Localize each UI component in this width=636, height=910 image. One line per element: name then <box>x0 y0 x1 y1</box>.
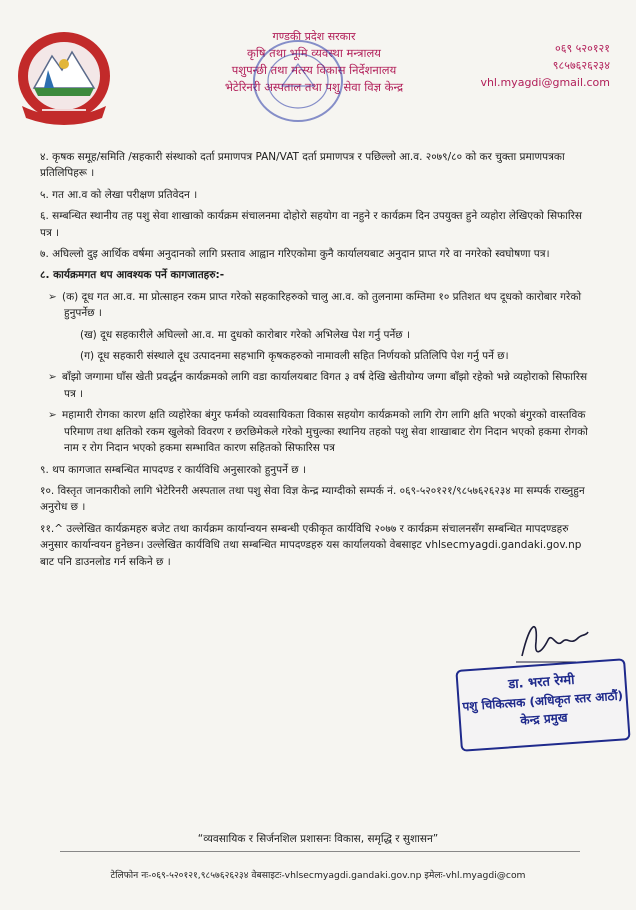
email-address: vhl.myagdi@gmail.com <box>480 76 610 89</box>
sub-item: (ग) दूध सहकारी संस्थाले दूध उत्पादनमा सहभागि कृषकहरुको नामावली सहित निर्णयको प्रतिलिपि पेश गर्नु पर्ने छ। <box>80 350 509 363</box>
signature-stamp <box>455 658 630 752</box>
footer-divider <box>60 851 580 852</box>
signatory-role: केन्द्र प्रमुख <box>519 710 569 728</box>
phone-number-mobile: ९८५७६२६२३४ <box>552 59 610 72</box>
office-stamp-seal <box>248 36 348 126</box>
list-item: ६. सम्बन्धित स्थानीय तह पशु सेवा शाखाको कार्यक्रम संचालनमा दोहोरो सहयोग वा नहुने र कार्यक्रम दिन उपयुक्त हुने व्यहोरा लेखिएको सिफारिस पत्र । <box>40 210 582 239</box>
sub-item-text: (क) दूध गत आ.व. मा प्रोत्साहन रकम प्राप्त गरेको सहकारिहरुको चालु आ.व. को तुलनामा कम्तिमा १० प्रतिशत थप दूधको कारोबार गरेको हुनुपर्नेछ । <box>62 290 582 320</box>
list-item: १०. विस्तृत जानकारीको लागि भेटेरिनरी अस्पताल तथा पशु सेवा विज्ञ केन्द्र म्याग्दीको सम्पर्क नं. ०६९-५२०१२१/९८५७६२६२३४ मा सम्पर्क राख्नुहुन अनुरोध छ । <box>40 484 585 514</box>
sub-item-text: बाँझो जग्गामा घाँस खेती प्रवर्द्धन कार्यक्रमको लागि वडा कार्यालयबाट विगत ३ वर्ष देखि खेतीयोग्य जग्गा बाँझो रहेको भन्ने व्यहोराको सिफारिस पत्र । <box>62 371 588 400</box>
office-line-ministry: कृषि तथा भूमि व्यवस्था मन्त्रालय <box>247 46 381 60</box>
signatory-name: डा. भरत रेग्मी <box>507 672 576 693</box>
phone-number-office: ०६९ ५२०१२१ <box>555 42 610 55</box>
list-item: ५. गत आ.व को लेखा परीक्षण प्रतिवेदन । <box>40 188 198 201</box>
section-heading: ८. कार्यक्रमगत थप आवश्यक पर्ने कागजातहरु:- <box>40 269 225 282</box>
sub-item <box>40 289 592 322</box>
footer-slogan: “व्यवसायिक र सिर्जनशिल प्रशासनः विकास, समृद्धि र सुशासन” <box>197 833 439 845</box>
sub-item <box>40 369 592 402</box>
nepal-emblem-logo <box>14 26 114 130</box>
list-item: ९. थप कागजात सम्बन्धित मापदण्ड र कार्यविधि अनुसारको हुनुपर्ने छ । <box>40 463 306 476</box>
sub-item <box>40 407 592 456</box>
list-item: ११.^ उल्लेखित कार्यक्रमहरु बजेट तथा कार्यक्रम कार्यान्वयन सम्बन्धी एकीकृत कार्यविधि २०७७ र कार्यक्रम संचालनसँग सम्बन्धित मापदण्डहरु अनुसार कार्यान्वयन हुनेछन। उल्लेखित कार्यविधि तथा सम्बन्धित मापदण्डहरु यस कार्यालयको वेबसाइट vhlsecmyagdi.gandaki.gov.np बाट पनि डाउनलोड गर्न सकिने छ । <box>40 522 582 568</box>
arrow-bullet-icon: ➢ <box>48 409 57 422</box>
header-contact <box>480 40 610 91</box>
office-line-government: गण्डकी प्रदेश सरकार <box>272 30 356 43</box>
footer-contact: टेलिफोन नः-०६९-५२०१२१,९८५७६२६२३४ वेबसाइटः-vhlsecmyagdi.gandaki.gov.np इमेलः-vhl.myagdi@com <box>110 870 526 881</box>
arrow-bullet-icon: ➢ <box>48 290 57 303</box>
list-item: ४. कृषक समूह/समिति /सहकारी संस्थाको दर्ता प्रमाणपत्र PAN/VAT दर्ता प्रमाणपत्र र पछिल्लो आ.व. २०७९/८० को कर चुक्ता प्रमाणपत्रका प्रतिलिपिहरू । <box>40 151 565 180</box>
sub-item: (ख) दूध सहकारीले अघिल्लो आ.व. मा दुधको कारोबार गरेको अभिलेख पेश गर्नु पर्नेछ । <box>80 328 410 341</box>
sub-item-text: महामारी रोगका कारण क्षति व्यहोरेका बंगुर फर्मको व्यवसायिकता विकास सहयोग कार्यक्रमको लागि रोग लागि क्षति भएको बंगुरको वास्तविक परिमाण तथा क्षतिको रकम खुलेको विवरण र छरछिमेकले गरेको मुचुल्का स्थानिय तहको पशु सेवा शाखाबाट रोग निदान भएको हकमा रोगको नाम र रोग निदान भएको हकमा सम्भावित कारण सहितको सिफारिस पत्र <box>62 409 588 455</box>
office-line-directorate: पशुपन्छी तथा मत्स्य विकास निर्देशनालय <box>231 63 397 77</box>
list-item: ७. अघिल्लो दुइ आर्थिक वर्षमा अनुदानको लागि प्रस्ताव आह्वान गरिएकोमा कुनै कार्यालयबाट अनुदान प्राप्त गरे वा नगरेको स्वघोषणा पत्र। <box>40 248 550 261</box>
signatory-title: पशु चिकित्सक (अधिकृत स्तर आठौं) <box>461 688 624 714</box>
document-body <box>40 149 592 575</box>
arrow-bullet-icon: ➢ <box>48 371 57 384</box>
office-line-center: भेटेरिनरी अस्पताल तथा पशु सेवा विज्ञ केन्द्र <box>224 80 404 94</box>
